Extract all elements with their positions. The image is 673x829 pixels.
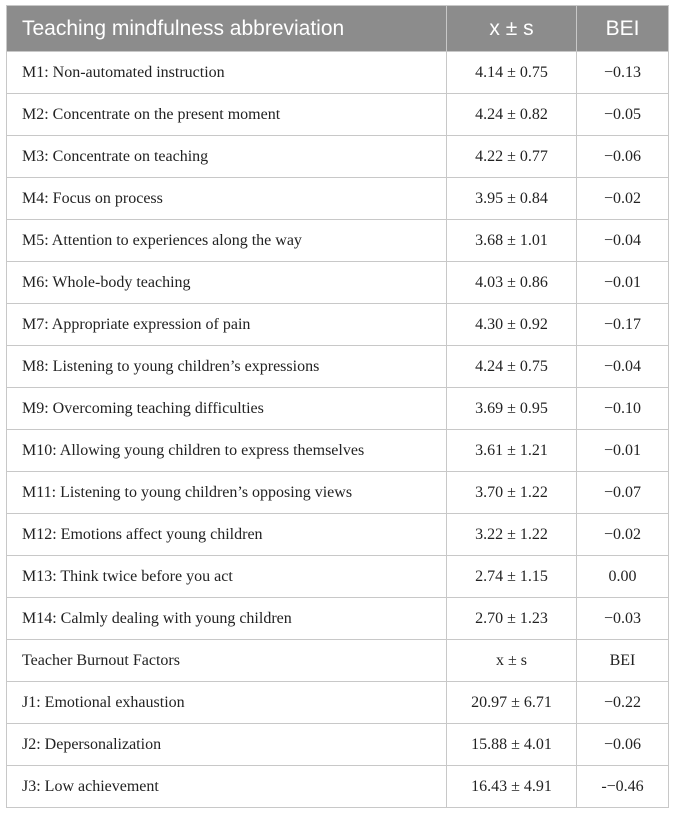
row-mean-sd: 2.74 ± 1.15 <box>447 556 577 598</box>
row-label: M12: Emotions affect young children <box>7 514 447 556</box>
row-label: M3: Concentrate on teaching <box>7 136 447 178</box>
row-bei: −0.03 <box>577 598 669 640</box>
header-abbreviation: Teaching mindfulness abbreviation <box>7 6 447 52</box>
row-bei: −0.02 <box>577 514 669 556</box>
header-mean-sd: x ± s <box>447 6 577 52</box>
row-mean-sd: 4.24 ± 0.82 <box>447 94 577 136</box>
section-mean-sd-label: x ± s <box>447 640 577 682</box>
section-label: Teacher Burnout Factors <box>7 640 447 682</box>
table-row <box>7 262 669 304</box>
header-bei: BEI <box>577 6 669 52</box>
row-mean-sd: 15.88 ± 4.01 <box>447 724 577 766</box>
row-bei: −0.13 <box>577 52 669 94</box>
row-mean-sd: 16.43 ± 4.91 <box>447 766 577 808</box>
table-row <box>7 598 669 640</box>
table-row <box>7 556 669 598</box>
row-label: M8: Listening to young children’s expressions <box>7 346 447 388</box>
data-table <box>6 5 669 808</box>
table-row <box>7 346 669 388</box>
table-row <box>7 388 669 430</box>
row-mean-sd: 3.61 ± 1.21 <box>447 430 577 472</box>
table-row <box>7 514 669 556</box>
table-row <box>7 52 669 94</box>
header-row <box>7 6 669 52</box>
row-bei: −0.04 <box>577 346 669 388</box>
row-label: M2: Concentrate on the present moment <box>7 94 447 136</box>
row-label: M9: Overcoming teaching difficulties <box>7 388 447 430</box>
row-mean-sd: 3.69 ± 0.95 <box>447 388 577 430</box>
row-label: M6: Whole-body teaching <box>7 262 447 304</box>
table-row <box>7 178 669 220</box>
row-label: J2: Depersonalization <box>7 724 447 766</box>
row-label: M7: Appropriate expression of pain <box>7 304 447 346</box>
row-bei: -−0.46 <box>577 766 669 808</box>
row-mean-sd: 3.95 ± 0.84 <box>447 178 577 220</box>
row-label: M11: Listening to young children’s opposing views <box>7 472 447 514</box>
row-mean-sd: 4.03 ± 0.86 <box>447 262 577 304</box>
row-bei: −0.06 <box>577 724 669 766</box>
table-row <box>7 304 669 346</box>
row-label: M4: Focus on process <box>7 178 447 220</box>
table-row <box>7 766 669 808</box>
row-label: M5: Attention to experiences along the way <box>7 220 447 262</box>
row-mean-sd: 3.22 ± 1.22 <box>447 514 577 556</box>
row-label: M10: Allowing young children to express themselves <box>7 430 447 472</box>
row-mean-sd: 3.70 ± 1.22 <box>447 472 577 514</box>
row-label: J3: Low achievement <box>7 766 447 808</box>
table-row <box>7 430 669 472</box>
row-mean-sd: 4.24 ± 0.75 <box>447 346 577 388</box>
table-row <box>7 94 669 136</box>
row-bei: −0.01 <box>577 262 669 304</box>
row-bei: −0.04 <box>577 220 669 262</box>
row-mean-sd: 2.70 ± 1.23 <box>447 598 577 640</box>
table-row <box>7 682 669 724</box>
section-header-row <box>7 640 669 682</box>
row-bei: −0.02 <box>577 178 669 220</box>
row-bei: 0.00 <box>577 556 669 598</box>
table-row <box>7 724 669 766</box>
row-label: M14: Calmly dealing with young children <box>7 598 447 640</box>
row-bei: −0.22 <box>577 682 669 724</box>
row-bei: −0.07 <box>577 472 669 514</box>
row-mean-sd: 4.22 ± 0.77 <box>447 136 577 178</box>
row-label: M1: Non-automated instruction <box>7 52 447 94</box>
row-bei: −0.17 <box>577 304 669 346</box>
row-label: M13: Think twice before you act <box>7 556 447 598</box>
row-mean-sd: 3.68 ± 1.01 <box>447 220 577 262</box>
table-row <box>7 472 669 514</box>
row-mean-sd: 20.97 ± 6.71 <box>447 682 577 724</box>
table-row <box>7 136 669 178</box>
row-bei: −0.05 <box>577 94 669 136</box>
row-mean-sd: 4.30 ± 0.92 <box>447 304 577 346</box>
row-mean-sd: 4.14 ± 0.75 <box>447 52 577 94</box>
row-bei: −0.01 <box>577 430 669 472</box>
section-bei-label: BEI <box>577 640 669 682</box>
row-label: J1: Emotional exhaustion <box>7 682 447 724</box>
table-row <box>7 220 669 262</box>
row-bei: −0.06 <box>577 136 669 178</box>
row-bei: −0.10 <box>577 388 669 430</box>
